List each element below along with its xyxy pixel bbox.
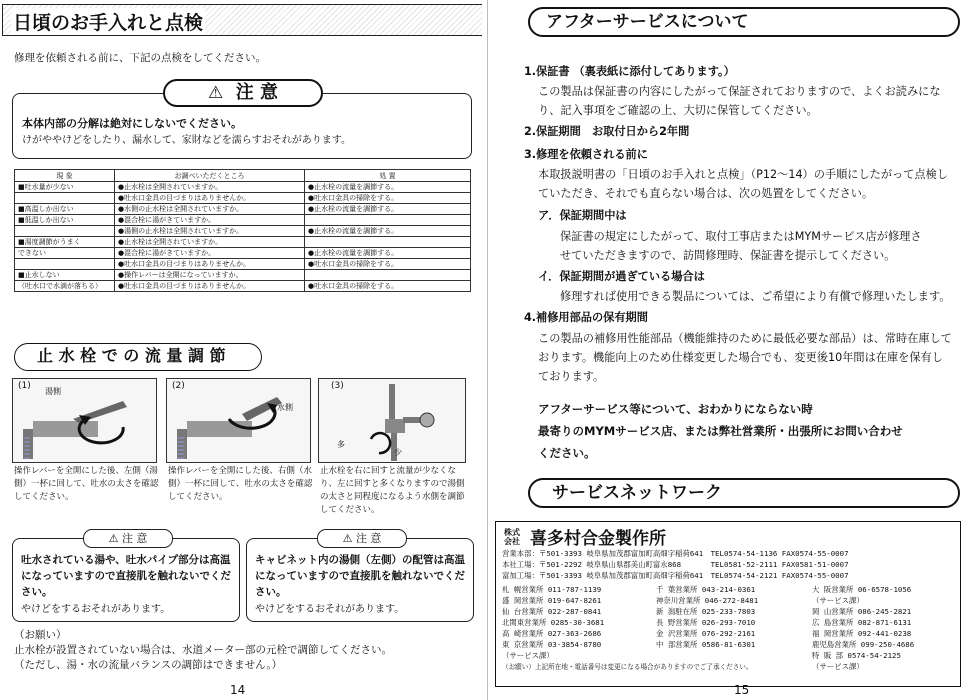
- branch-item: 札 幌営業所 011-787-1139: [502, 585, 602, 594]
- figure-2-caption: 操作レバーを全開にした後、右側（水側）一杯に回して、吐水の太さを確認してください。: [168, 466, 313, 502]
- branch-item: 中 部営業所 0586-81-6301: [656, 640, 756, 649]
- table-cell: ●操作レバーは全開になっていますか。: [115, 270, 305, 281]
- col-header: お調べいただくところ: [115, 170, 305, 182]
- contact-text: アフターサービス等について、おわかりにならない時: [538, 402, 813, 416]
- table-cell: ●混合栓に湯がきていますか。: [115, 248, 305, 259]
- branch-item: 岡 山営業所 086-245-2821: [812, 607, 912, 616]
- table-cell: ●止水栓の流量を調節する。: [305, 204, 471, 215]
- col-header: 処 置: [305, 170, 471, 182]
- warranty-text: この製品は保証書の内容にしたがって保証されておりますので、よくお読みにな: [538, 85, 941, 98]
- table-cell: ●止水栓の流量を調節する。: [305, 248, 471, 259]
- table-cell: ●吐水口金具の目づまりはありませんか。: [115, 281, 305, 292]
- branch-item: 盛 岡営業所 019-647-8261: [502, 596, 602, 605]
- in-warranty-text: 保証書の規定にしたがって、取付工事店またはMYMサービス店が修理さ: [560, 230, 922, 243]
- contact-text: 最寄りのMYMサービス店、または弊社営業所・出張所にお問い合わせ: [538, 424, 903, 438]
- warranty-period: 2.保証期間 お取付日から2年間: [524, 125, 690, 138]
- table-cell: ●混合栓に湯がきていますか。: [115, 215, 305, 226]
- warning-icon: ⚠: [207, 83, 224, 103]
- office-line: 富加工場：〒501-3393 岐阜県加茂郡富加町高畑字稲荷641 TEL0574-54-2121 FAX0574-55-0007: [502, 571, 849, 580]
- table-cell: ●湯側の止水栓は全開されていますか。: [115, 226, 305, 237]
- table-row: [15, 259, 471, 270]
- warranty-title: 1.保証書 （裏表紙に添付してあります。）: [524, 65, 735, 78]
- parts-text: おります。機能向上のため仕様変更した場合でも、変更後10年間は在庫を保有し: [538, 351, 943, 364]
- page-number: 15: [734, 683, 750, 697]
- request-text: 止水栓が設置されていない場合は、水道メーター部の元栓で調節してください。: [14, 644, 392, 656]
- table-row: [15, 204, 471, 215]
- warning-body: キャビネット内の湯側（左側）の配管は高温になっていますので直接肌を触れないでください。: [255, 554, 465, 598]
- faucet-cold-illustration: [167, 379, 312, 464]
- page-number: 14: [230, 683, 246, 697]
- branch-list-3: [812, 584, 914, 672]
- caution-title: ⚠ 注 意: [163, 79, 323, 107]
- table-row: [15, 248, 471, 259]
- table-cell: （吐水口で水滴が落ちる）: [15, 281, 115, 292]
- branch-item: （サービス課）: [812, 596, 864, 605]
- table-row: [15, 281, 471, 292]
- company-name: 喜多村合金製作所: [530, 529, 666, 549]
- branch-item: 神奈川営業所 046-272-8481: [656, 596, 759, 605]
- table-cell: ■高温しか出ない: [15, 204, 115, 215]
- branch-item: 仙 台営業所 022-287-0841: [502, 607, 602, 616]
- warning-note: やけどをするおそれがあります。: [255, 604, 405, 615]
- table-row: [15, 226, 471, 237]
- branch-item: （サービス課）: [812, 662, 864, 671]
- faucet-hot-illustration: [13, 379, 158, 464]
- check-table: [14, 169, 471, 292]
- caution-bold: 本体内部の分解は絶対にしないでください。: [22, 117, 242, 130]
- in-warranty-text: せていただきますので、訪問修理時、保証書を提示してください。: [560, 249, 896, 262]
- table-cell: ●水側の止水栓は全開されていますか。: [115, 204, 305, 215]
- table-cell: [15, 193, 115, 204]
- table-cell: [305, 270, 471, 281]
- service-network-box: [495, 521, 961, 687]
- warning-body: 吐水されている湯や、吐水パイプ部分は高温になっていますので直接肌を触れないでください。: [21, 554, 231, 598]
- section-header: [2, 4, 482, 36]
- table-cell: できない: [15, 248, 115, 259]
- warning-icon: ⚠: [342, 532, 353, 545]
- request-note: （ただし、湯・水の流量バランスの調節はできません。）: [14, 659, 283, 671]
- branch-item: 特 販 部 0574-54-2125: [812, 651, 901, 660]
- company-prefix: 株式会社: [504, 528, 520, 546]
- page-15: [487, 0, 975, 700]
- table-cell: ●止水栓は全開されていますか。: [115, 237, 305, 248]
- before-repair-text: ていただき、それでも直らない場合は、次の処置をしてください。: [538, 187, 874, 200]
- hot-water-warning: [12, 532, 240, 622]
- figure-2: (2) 水側: [166, 378, 311, 463]
- table-cell: [15, 259, 115, 270]
- table-row: [15, 193, 471, 204]
- table-cell: ■吐水量が少ない: [15, 182, 115, 193]
- table-cell: ■低温しか出ない: [15, 215, 115, 226]
- out-warranty-title: イ．保証期間が過ぎている場合は: [538, 270, 705, 283]
- office-line: 本社工場：〒501-2292 岐阜県山県郡美山町富永868 TEL0581-52-2111 FAX0581-51-0007: [502, 560, 849, 569]
- cabinet-pipe-warning: [246, 532, 474, 622]
- branch-item: 東 京営業所 03-3854-8780: [502, 640, 602, 649]
- table-cell: ●吐水口金具の掃除をする。: [305, 281, 471, 292]
- parts-title: 4.補修用部品の保有期間: [524, 311, 648, 324]
- col-header: 現 象: [15, 170, 115, 182]
- branch-list-2: [656, 584, 758, 650]
- flow-title: 止 水 栓 で の 流 量 調 節: [14, 343, 262, 371]
- branch-item: 千 葉営業所 043-214-0361: [656, 585, 756, 594]
- warning-icon: ⚠: [108, 532, 119, 545]
- intro-text: 修理を依頼される前に、下記の点検をしてください。: [14, 52, 266, 64]
- contact-text: ください。: [538, 446, 596, 460]
- figure-3-caption: 止水栓を右に回すと流量が少なくなり、左に回すと多くなりますので湯側の太さと同程度になるよう水側を調節してください。: [320, 466, 465, 515]
- network-title: サービスネットワーク: [528, 478, 960, 508]
- table-cell: ■止水しない: [15, 270, 115, 281]
- out-warranty-text: 修理すれば使用できる製品については、ご希望により有償で修理いたします。: [560, 290, 951, 303]
- branch-list-1: [502, 584, 604, 661]
- caution-text: けがややけどをしたり、漏水して、家財などを濡らすおそれがあります。: [22, 135, 351, 146]
- table-row: [15, 270, 471, 281]
- branch-item: 金 沢営業所 076-292-2161: [656, 629, 756, 638]
- table-row: [15, 215, 471, 226]
- warranty-text: り、記入事項をご確認の上、大切に保管してください。: [538, 104, 818, 117]
- table-row: [15, 182, 471, 193]
- page-title: アフターサービスについて: [528, 7, 960, 37]
- stop-valve-illustration: [319, 379, 467, 464]
- table-cell: ●吐水口金具の掃除をする。: [305, 259, 471, 270]
- table-cell: [305, 237, 471, 248]
- branch-item: 北関東営業所 0285-30-3681: [502, 618, 605, 627]
- table-cell: ●吐水口金具の目づまりはありませんか。: [115, 259, 305, 270]
- table-cell: ●止水栓の流量を調節する。: [305, 226, 471, 237]
- warning-note: やけどをするおそれがあります。: [21, 604, 171, 615]
- before-repair-text: 本取扱説明書の「日頃のお手入れと点検」（P12〜14）の手順にしたがって点検し: [538, 168, 948, 181]
- page-14: [0, 0, 487, 700]
- table-cell: ■湯度調節がうまく: [15, 237, 115, 248]
- figure-1-caption: 操作レバーを全開にした後、左側（湯側）一杯に回して、吐水の太さを確認してください。: [14, 466, 159, 502]
- warning-title: ⚠ 注 意: [317, 529, 407, 548]
- table-cell: [15, 226, 115, 237]
- before-repair-title: 3.修理を依頼される前に: [524, 148, 648, 161]
- in-warranty-title: ア．保証期間中は: [538, 209, 627, 222]
- figure-3: (3) 多 少: [318, 378, 466, 463]
- office-line: 営業本部：〒501-3393 岐阜県加茂郡富加町高畑字稲荷641 TEL0574-54-1136 FAX0574-55-0007: [502, 549, 849, 558]
- parts-text: この製品の補修用性能部品（機能維持のために最低必要な部品）は、常時在庫して: [538, 332, 952, 345]
- branch-item: 大 阪営業所 06-6578-1056: [812, 585, 912, 594]
- parts-text: ております。: [538, 370, 605, 383]
- table-cell: ●止水栓の流量を調節する。: [305, 182, 471, 193]
- table-cell: ●止水栓は全開されていますか。: [115, 182, 305, 193]
- branch-item: 高 崎営業所 027-363-2686: [502, 629, 602, 638]
- branch-item: 福 岡営業所 092-441-0238: [812, 629, 912, 638]
- network-footnote: （お願い）上記所在地・電話番号は変更になる場合がありますのでご了承ください。: [502, 663, 753, 671]
- table-cell: ●吐水口金具の掃除をする。: [305, 193, 471, 204]
- request-label: （お願い）: [14, 629, 67, 641]
- branch-item: 鹿児島営業所 099-250-4686: [812, 640, 915, 649]
- table-cell: [305, 215, 471, 226]
- page-title: 日頃のお手入れと点検: [11, 8, 205, 35]
- table-row: [15, 237, 471, 248]
- branch-item: 新 潟駐在所 025-233-7803: [656, 607, 756, 616]
- caution-box: [12, 82, 472, 159]
- figure-1: (1) 湯側: [12, 378, 157, 463]
- branch-item: （サービス課）: [502, 651, 554, 660]
- branch-item: 長 野営業所 026-293-7010: [656, 618, 756, 627]
- branch-item: 広 島営業所 082-871-6131: [812, 618, 912, 627]
- warning-title: ⚠ 注 意: [83, 529, 173, 548]
- table-cell: ●吐水口金具の目づまりはありませんか。: [115, 193, 305, 204]
